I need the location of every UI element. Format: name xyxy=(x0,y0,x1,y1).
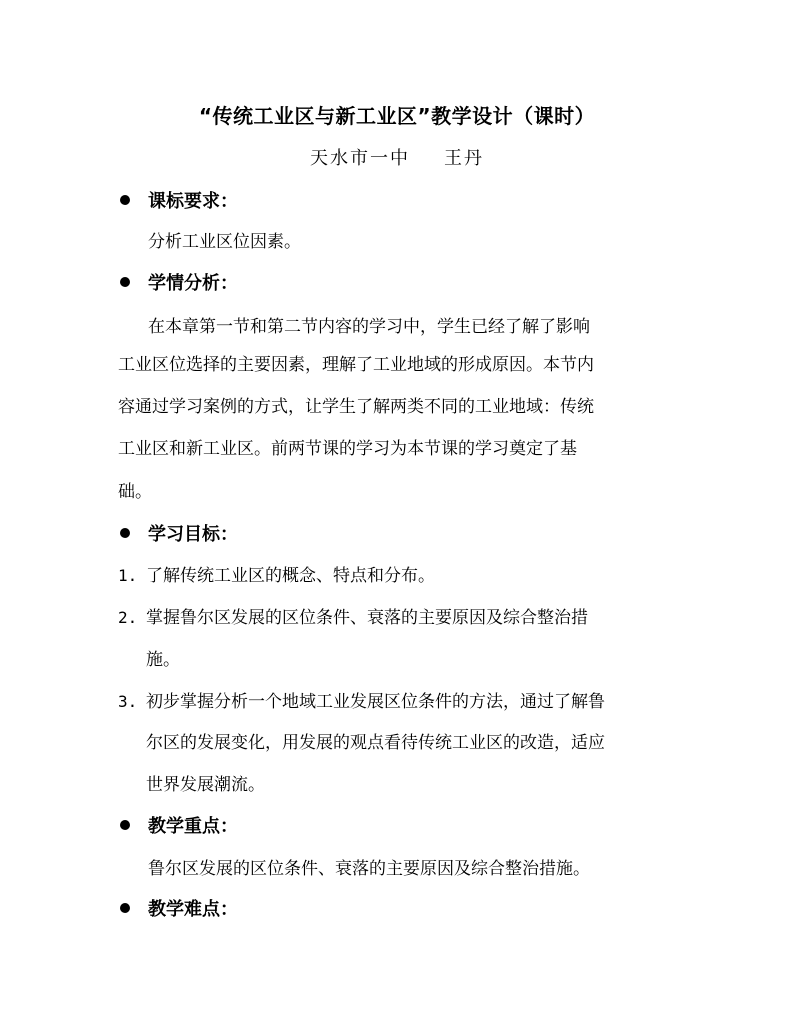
key-points-heading: 教学重点： xyxy=(120,813,238,841)
author-name: 王丹 xyxy=(444,148,484,169)
document-title: “传统工业区与新工业区”教学设计（课时） xyxy=(198,104,596,128)
objective-continuation: 施。 xyxy=(146,650,180,670)
key-points-text: 鲁尔区发展的区位条件、衰落的主要原因及综合整治措施。 xyxy=(148,859,590,879)
learner-analysis-heading: 学情分析： xyxy=(120,270,238,298)
bullet-icon xyxy=(120,195,130,205)
difficulties-heading: 教学难点： xyxy=(120,896,238,924)
objective-number: 3. xyxy=(118,692,138,711)
objective-item: 2. 掌握鲁尔区发展的区位条件、衰落的主要原因及综合整治措 xyxy=(118,604,588,632)
objective-item: 3. 初步掌握分析一个地域工业发展区位条件的方法，通过了解鲁 xyxy=(118,688,605,716)
curriculum-heading: 课标要求： xyxy=(120,188,238,216)
learner-analysis-line: 在本章第一节和第二节内容的学习中，学生已经了解了影响 xyxy=(148,317,590,337)
objectives-heading: 学习目标： xyxy=(120,521,238,549)
objective-item: 1. 了解传统工业区的概念、特点和分布。 xyxy=(118,562,435,590)
bullet-icon xyxy=(120,528,130,538)
bullet-icon xyxy=(120,903,130,913)
curriculum-text: 分析工业区位因素。 xyxy=(148,232,301,252)
objective-number: 1. xyxy=(118,566,138,585)
learner-analysis-line: 工业区和新工业区。前两节课的学习为本节课的学习奠定了基 xyxy=(118,439,577,459)
bullet-icon xyxy=(120,820,130,830)
objective-number: 2. xyxy=(118,608,138,627)
objective-continuation: 世界发展潮流。 xyxy=(146,775,265,795)
bullet-icon xyxy=(120,277,130,287)
learner-analysis-line: 工业区位选择的主要因素，理解了工业地域的形成原因。本节内 xyxy=(118,355,594,375)
learner-analysis-line: 础。 xyxy=(118,482,152,502)
learner-analysis-line: 容通过学习案例的方式，让学生了解两类不同的工业地域：传统 xyxy=(118,397,594,417)
author-school: 天水市一中 xyxy=(310,148,410,169)
author-line xyxy=(0,145,794,173)
objective-continuation: 尔区的发展变化，用发展的观点看待传统工业区的改造，适应 xyxy=(146,733,605,753)
